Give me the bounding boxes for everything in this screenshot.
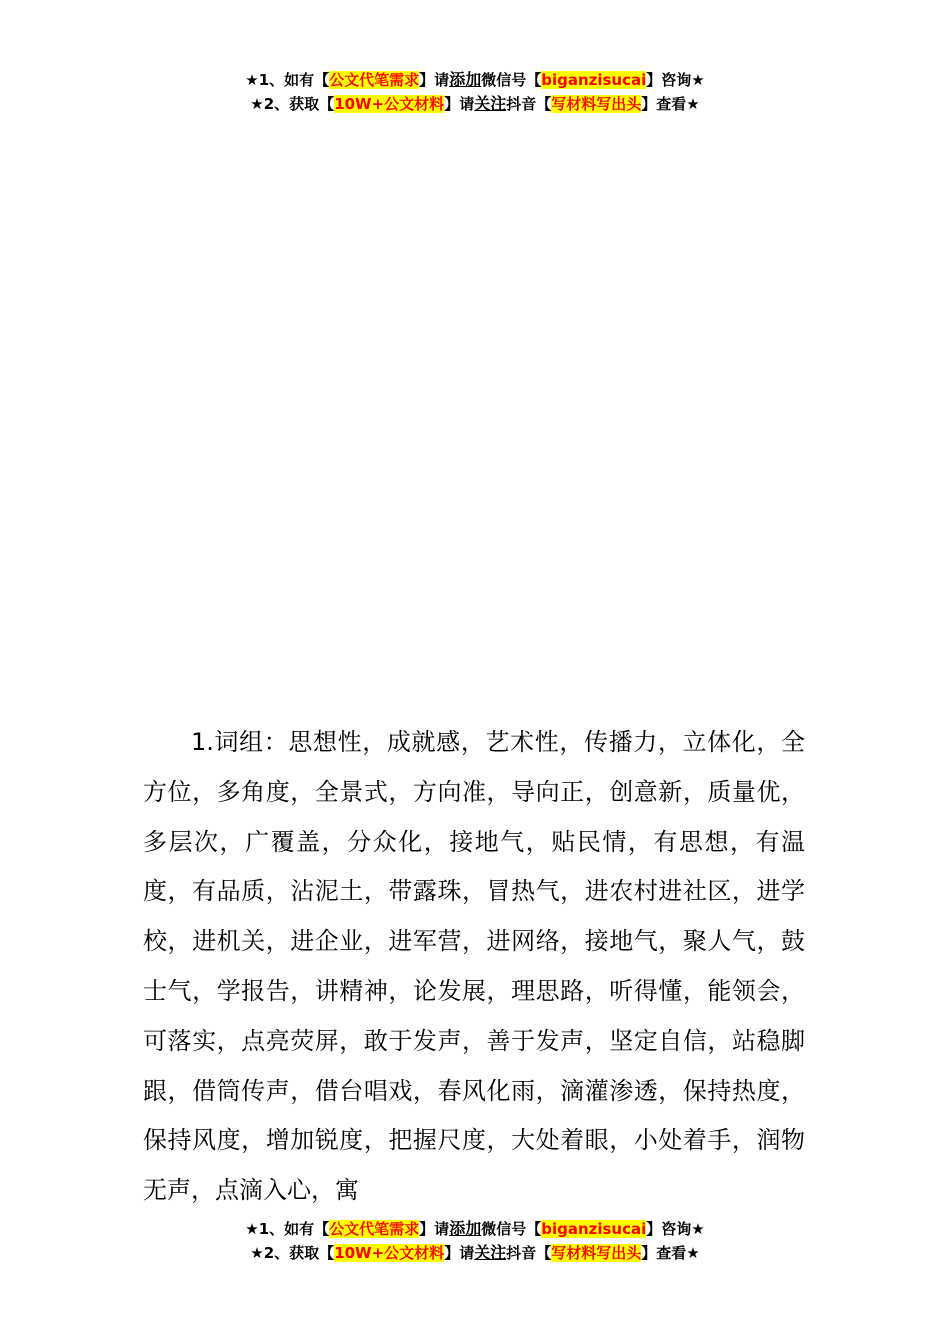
footer-add-emphasis: 添加 (449, 1219, 482, 1238)
header-follow-emphasis: 关注 (474, 94, 507, 113)
header-banner (0, 68, 950, 116)
header-line-1-text-2: 微信号【 (481, 71, 542, 89)
footer-line-2-text-2: 抖音【 (506, 1244, 552, 1262)
header-line-2-prefix: ★2、获取【 (250, 95, 335, 113)
footer-line-2-text: 】请 (444, 1244, 475, 1262)
header-douyin-account: 写材料写出头 (551, 95, 642, 113)
header-line-2-text: 】请 (444, 95, 475, 113)
footer-line-1 (0, 1217, 950, 1241)
header-line-2 (0, 92, 950, 116)
footer-line-1-text-2: 微信号【 (481, 1220, 542, 1238)
footer-follow-emphasis: 关注 (474, 1243, 507, 1262)
footer-service-highlight: 公文代笔需求 (329, 1220, 420, 1238)
header-line-1-suffix: 】咨询★ (646, 71, 705, 89)
header-line-1 (0, 68, 950, 92)
footer-line-1-prefix: ★1、如有【 (245, 1220, 330, 1238)
header-materials-highlight: 10W+公文材料 (334, 95, 445, 113)
footer-line-2-suffix: 】查看★ (641, 1244, 700, 1262)
header-service-highlight: 公文代笔需求 (329, 71, 420, 89)
footer-wechat-id: biganzisucai (541, 1220, 647, 1238)
footer-line-1-text: 】请 (419, 1220, 450, 1238)
header-line-1-text: 】请 (419, 71, 450, 89)
footer-line-2 (0, 1241, 950, 1265)
footer-materials-highlight: 10W+公文材料 (334, 1244, 445, 1262)
footer-banner (0, 1217, 950, 1265)
header-line-2-text-2: 抖音【 (506, 95, 552, 113)
body-paragraph: 1.词组：思想性，成就感，艺术性，传播力，立体化，全方位，多角度，全景式，方向准，导向正，创意新，质量优，多层次，广覆盖，分众化，接地气，贴民情，有思想，有温度，有品质，沾泥土，带露珠，冒热气，进农村进社区，进学校，进机关，进企业，进军营，进网络，接地气，聚人气，鼓士气，学报告，讲精神，论发展，理思路，听得懂，能领会，可落实，点亮荧屏，敢于发声，善于发声，坚定自信，站稳脚跟，借筒传声，借台唱戏，春风化雨，滴灌渗透，保持热度，保持风度，增加锐度，把握尺度，大处着眼，小处着手，润物无声，点滴入心，寓 (143, 728, 805, 1205)
footer-line-1-suffix: 】咨询★ (646, 1220, 705, 1238)
header-add-emphasis: 添加 (449, 70, 482, 89)
header-line-1-prefix: ★1、如有【 (245, 71, 330, 89)
footer-line-2-prefix: ★2、获取【 (250, 1244, 335, 1262)
header-line-2-suffix: 】查看★ (641, 95, 700, 113)
header-wechat-id: biganzisucai (541, 71, 647, 89)
footer-douyin-account: 写材料写出头 (551, 1244, 642, 1262)
